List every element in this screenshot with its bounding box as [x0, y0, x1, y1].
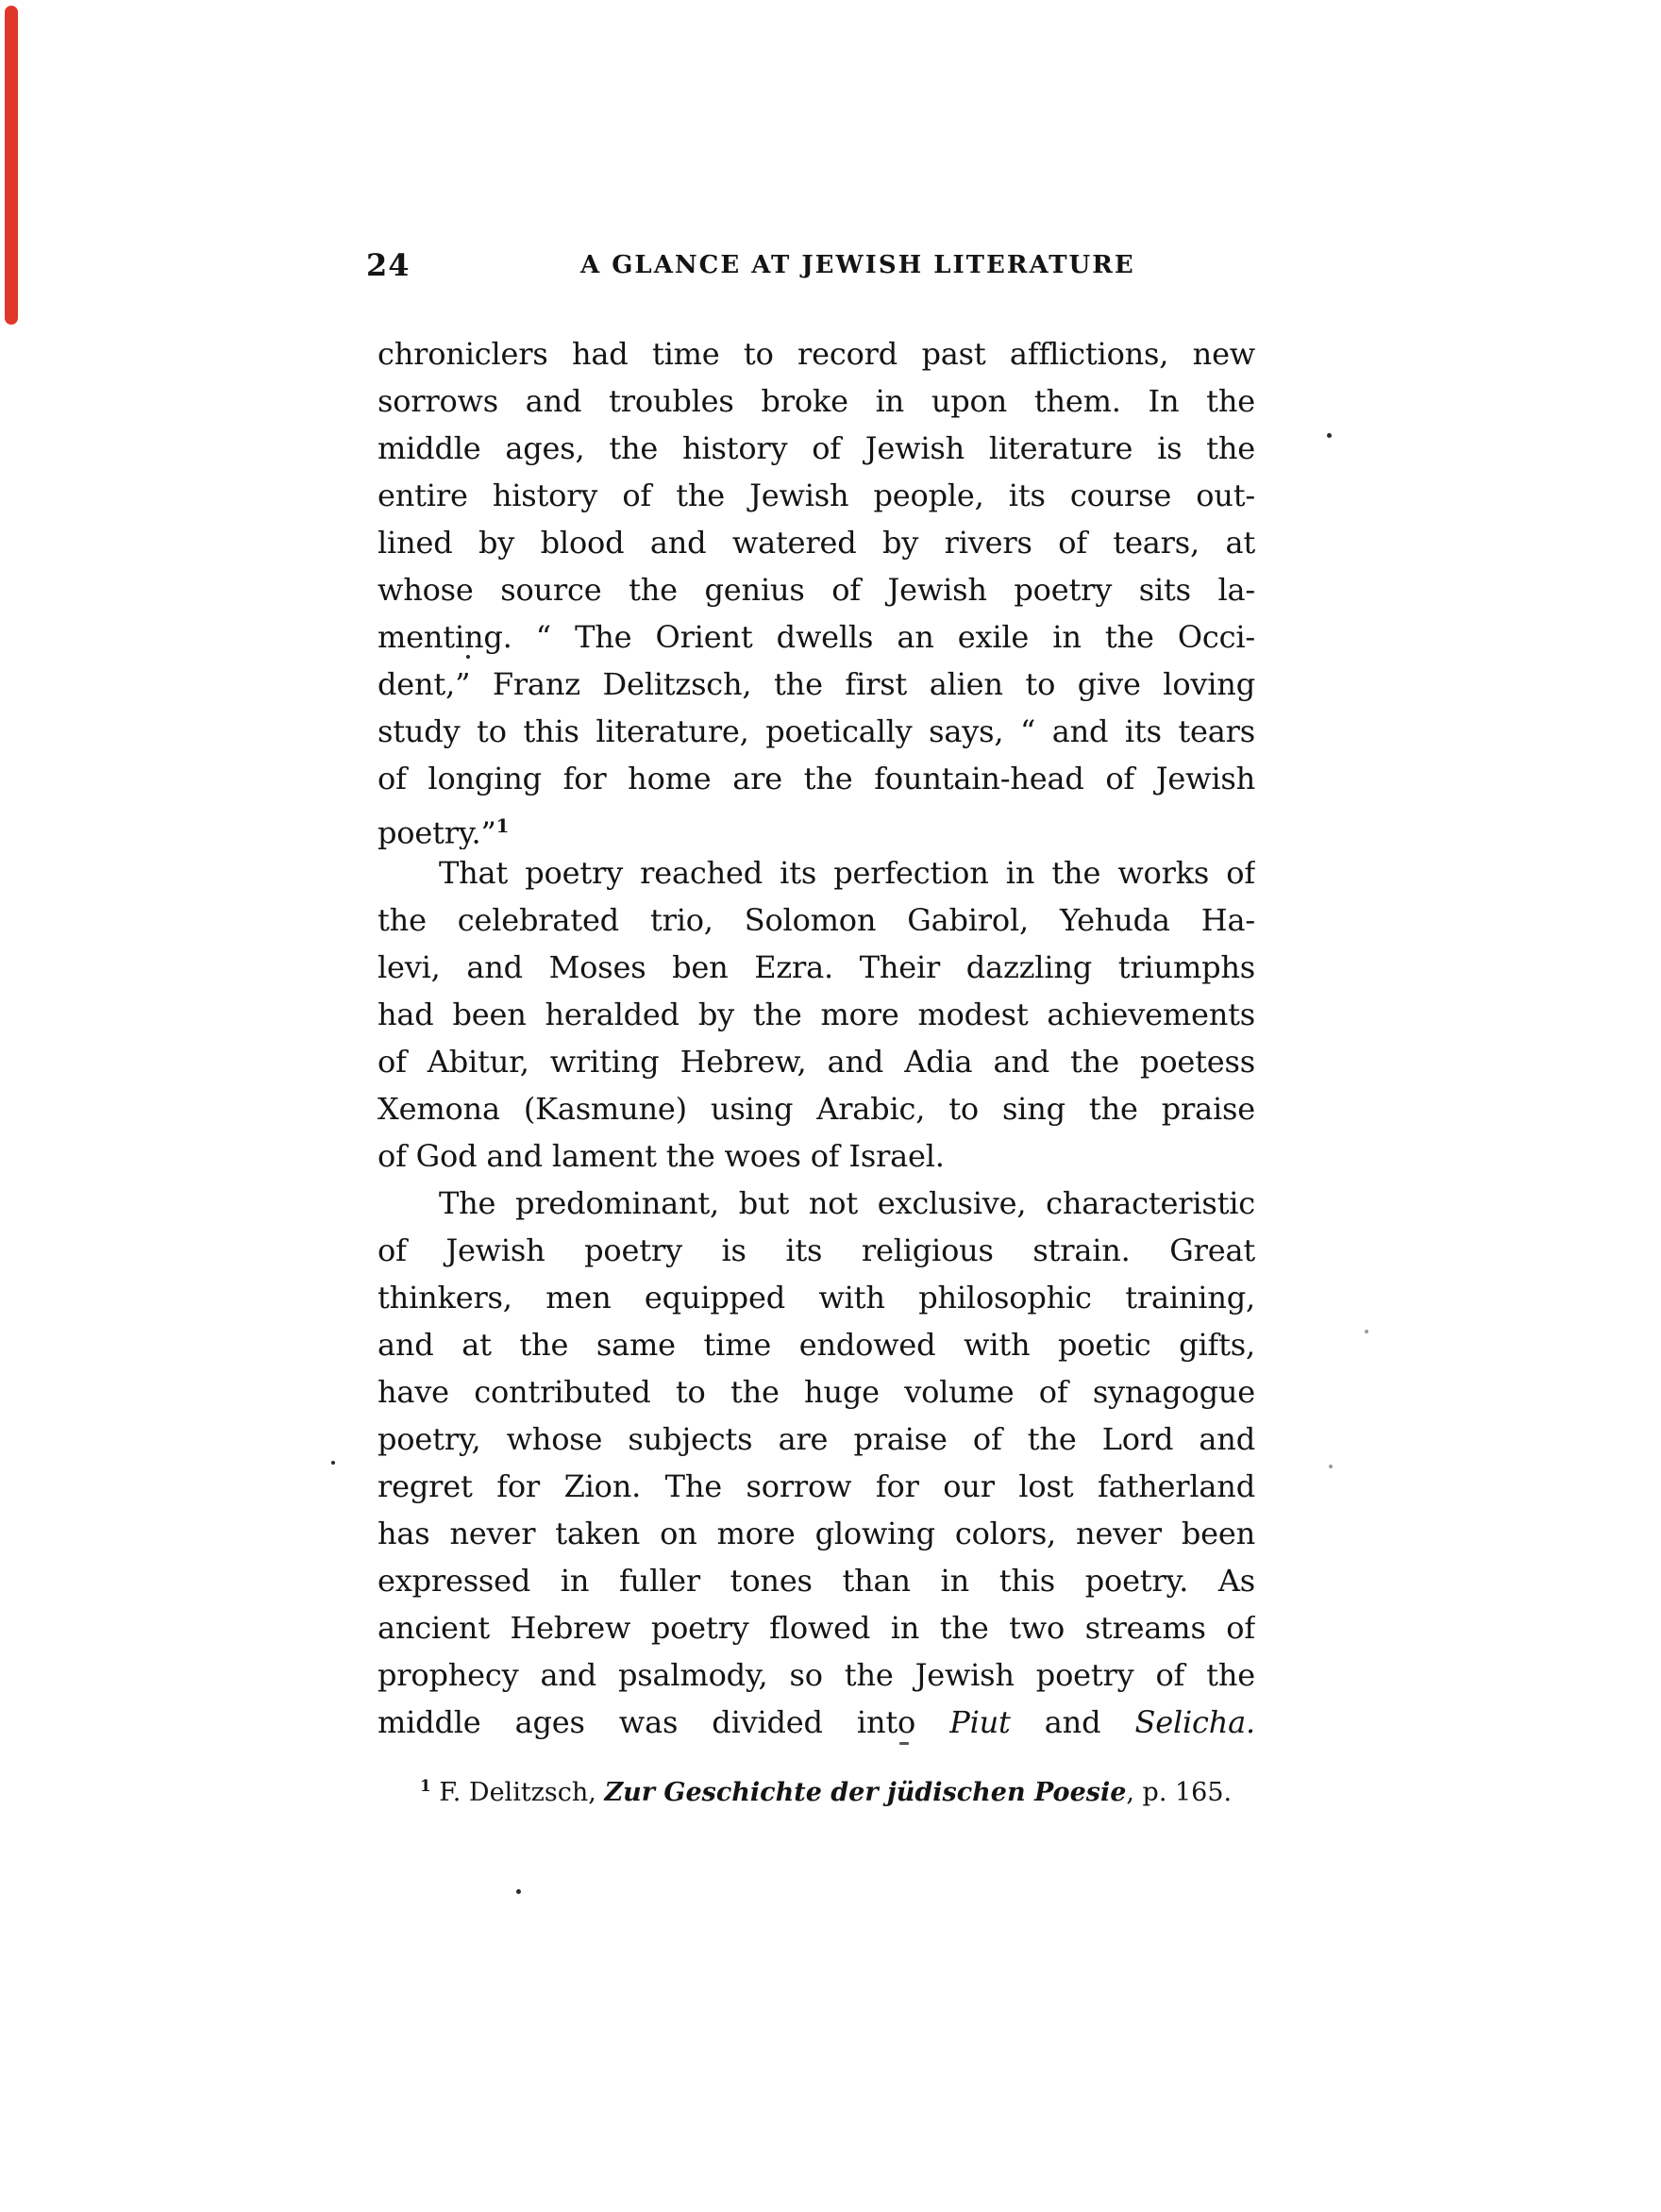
- text-segment-work-title: Zur Geschichte der jüdischen Poesie: [604, 1778, 1127, 1807]
- text-segment: study to this literature, poetically says, “ and its tears: [378, 713, 1255, 749]
- text-segment: poetry.”: [378, 814, 496, 849]
- text-line: [378, 1604, 1255, 1651]
- text-line: [378, 708, 1255, 755]
- text-segment: the celebrated trio, Solomon Gabirol, Yehuda Ha-: [378, 902, 1255, 938]
- text-segment: of God and lament the woes of Israel.: [378, 1138, 945, 1174]
- footnote-text: [420, 1767, 1269, 1812]
- text-segment-sup: 1: [495, 814, 510, 837]
- text-line: [378, 991, 1255, 1038]
- text-segment: That poetry reached its perfection in the works of: [439, 855, 1255, 891]
- text-segment: prophecy and psalmody, so the Jewish poetry of the: [378, 1657, 1255, 1693]
- text-line: [378, 1132, 1255, 1180]
- text-line: [378, 1368, 1255, 1416]
- text-segment: chroniclers had time to record past afflictions, new: [378, 336, 1255, 372]
- text-line: [378, 425, 1255, 472]
- text-line: [378, 1510, 1255, 1557]
- text-segment: had been heralded by the more modest achievements: [378, 997, 1255, 1032]
- text-segment: dent,” Franz Delitzsch, the first alien to give loving: [378, 666, 1255, 702]
- scan-speck: [899, 1742, 909, 1745]
- paragraph: [378, 849, 1255, 1180]
- text-segment: have contributed to the huge volume of synagogue: [378, 1374, 1255, 1410]
- text-segment: menting. “ The Orient dwells an exile in the Occi-: [378, 619, 1255, 655]
- text-line: [378, 1699, 1255, 1746]
- text-segment: middle ages was divided into: [378, 1704, 950, 1740]
- text-line: [378, 1038, 1255, 1085]
- paragraph: [378, 330, 1255, 849]
- text-segment: of Jewish poetry is its religious strain. Great: [378, 1232, 1255, 1268]
- page-number: 24: [366, 247, 411, 283]
- text-segment: , p. 165.: [1126, 1778, 1233, 1807]
- text-line: [378, 519, 1255, 566]
- text-segment: F. Delitzsch,: [430, 1778, 605, 1807]
- text-line: [378, 1180, 1255, 1227]
- text-line: [378, 1274, 1255, 1321]
- text-line: [378, 661, 1255, 708]
- text-segment: has never taken on more glowing colors, never been: [378, 1516, 1255, 1551]
- text-line: [378, 1085, 1255, 1132]
- text-line: [378, 613, 1255, 661]
- text-segment: and at the same time endowed with poetic gifts,: [378, 1327, 1255, 1363]
- text-segment: entire history of the Jewish people, its course out-: [378, 478, 1255, 513]
- text-segment: of Abitur, writing Hebrew, and Adia and the poetess: [378, 1044, 1255, 1080]
- text-line: [378, 472, 1255, 519]
- text-segment: and: [1010, 1704, 1135, 1740]
- text-segment-sup: 1: [420, 1776, 431, 1795]
- text-line: [378, 755, 1255, 802]
- scan-speck: [466, 655, 470, 659]
- text-line: [378, 802, 1255, 849]
- scan-speck: [516, 1889, 521, 1894]
- text-segment: Xemona (Kasmune) using Arabic, to sing the praise: [378, 1091, 1255, 1127]
- text-segment: of longing for home are the fountain-head of Jewish: [378, 761, 1255, 796]
- text-segment: whose source the genius of Jewish poetry sits la-: [378, 572, 1255, 608]
- text-line: [378, 1463, 1255, 1510]
- scan-speck: [331, 1461, 335, 1465]
- text-segment-italic: Selicha.: [1134, 1704, 1255, 1740]
- text-segment: regret for Zion. The sorrow for our lost fatherland: [378, 1468, 1255, 1504]
- text-segment: ancient Hebrew poetry flowed in the two streams of: [378, 1610, 1255, 1646]
- text-line: [378, 377, 1255, 425]
- text-line: [378, 944, 1255, 991]
- scan-speck: [1329, 1465, 1333, 1468]
- text-segment: poetry, whose subjects are praise of the Lord and: [378, 1421, 1255, 1457]
- scan-edge-artifact: [5, 6, 18, 325]
- paragraph: [378, 1180, 1255, 1746]
- text-line: [378, 1416, 1255, 1463]
- scan-speck: [1365, 1330, 1368, 1333]
- text-line: [378, 1557, 1255, 1604]
- text-line: [378, 1227, 1255, 1274]
- text-line: [378, 330, 1255, 377]
- running-title: A GLANCE AT JEWISH LITERATURE: [580, 251, 1135, 279]
- body-text: [378, 330, 1255, 1746]
- scan-speck: [1327, 433, 1332, 438]
- text-segment: The predominant, but not exclusive, characteristic: [439, 1185, 1255, 1221]
- text-line: [378, 566, 1255, 613]
- text-line: [378, 849, 1255, 897]
- text-segment: thinkers, men equipped with philosophic training,: [378, 1280, 1255, 1315]
- text-segment: middle ages, the history of Jewish literature is the: [378, 430, 1255, 466]
- text-segment-italic: Piut: [949, 1704, 1011, 1740]
- text-line: [378, 897, 1255, 944]
- text-line: [378, 1651, 1255, 1699]
- text-segment: lined by blood and watered by rivers of tears, at: [378, 525, 1255, 561]
- text-segment: sorrows and troubles broke in upon them. In the: [378, 383, 1255, 419]
- text-line: [378, 1321, 1255, 1368]
- text-segment: expressed in fuller tones than in this poetry. As: [378, 1563, 1255, 1599]
- text-segment: levi, and Moses ben Ezra. Their dazzling triumphs: [378, 949, 1255, 985]
